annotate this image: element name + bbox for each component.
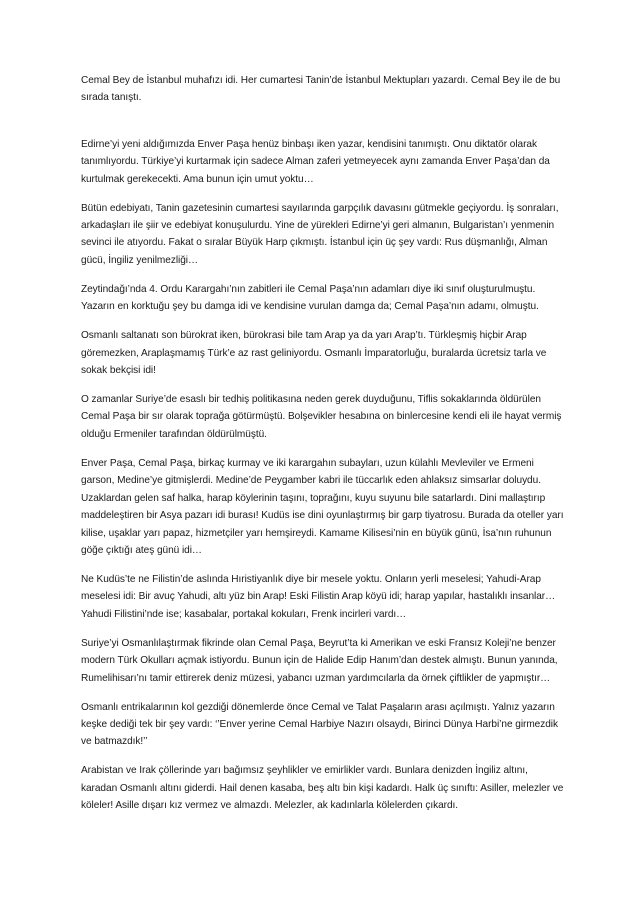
paragraph: Ne Kudüs’te ne Filistin’de aslında Hıristiyanlık diye bir mesele yoktu. Onların yerli meselesi; Yahudi-Arap meselesi idi: Bir avuç Yahudi, altı yüz bin Arap! Eski Filistin Arap köyü idi; harap yapılar, hastalıklı insanlar… Yahudi Filistini’nde ise; kasabalar, portakal kokuları, Frenk incirleri vardı… — [81, 573, 556, 620]
paragraph: O zamanlar Suriye’de esaslı bir tedhiş politikasına neden gerek duyduğunu, Tiflis sokaklarında öldürülen Cemal Paşa bir sır olarak toprağa götürmüştü. Bolşevikler hesabına on binlercesine kendi eli ile hayat vermiş olduğu Ermeniler tarafından öldürülmüştü. — [81, 394, 562, 440]
paragraph: Bütün edebiyatı, Tanin gazetesinin cumartesi sayılarında garpçılık davasını gütmekle geçiyordu. İş sonraları, arkadaşları ile şiir ve edebiyat konuşulurdu. Yine de yürekleri Edirne’yi geri almanın, Bulgaristan’ı yenmenin sevinci ile atıyordu. Fakat o sıralar Büyük Harp çıkmıştı. İstanbul için üç şey vardı: Rus düşmanlığı, Alman gücü, İngiliz yenilmezliği… — [81, 202, 559, 266]
paragraph: Cemal Bey de İstanbul muhafızı idi. Her cumartesi Tanin’de İstanbul Mektupları yazardı. Cemal Bey ile de bu sırada tanıştı. — [81, 75, 561, 104]
paragraph: Edirne’yi yeni aldığımızda Enver Paşa henüz binbaşı iken yazar, kendisini tanımıştı. Onu diktatör olarak tanımlıyordu. Türkiye’yi kurtarmak için sadece Alman zaferi yetmeyecek aynı zamanda Enver Paşa’dan da kurtulmak gerekecekti. Ama bunun için umut yoktu… — [81, 138, 550, 185]
paragraph: Enver Paşa, Cemal Paşa, birkaç kurmay ve iki karargahın subayları, uzun külahlı Mevleviler ve Ermeni garson, Medine’ye gitmişlerdi. Medine’de Peygamber kabri ile tüccarlık eden ahlaksız simsarlar doluydu. Uzaklardan gelen saf halka, harap köylerinin taşını, toprağını, kuyu suyunu bile satarlardı. Dini mallaştırıp maddeleştiren bir Asya pazarı idi burası! Kudüs ise dini oyunlaştırmış bir garp tiyatrosu. Burada da oteller yarı kilise, uşaklar yarı papaz, hizmetçiler yarı hemşireydi. Kamame Kilisesi’nin en büyük günü, İsa’nın ruhunun göğe çıktığı ateş günü idi… — [81, 457, 564, 556]
document-page — [81, 72, 565, 826]
paragraph: Suriye’yi Osmanlılaştırmak fikrinde olan Cemal Paşa, Beyrut’ta ki Amerikan ve eski Fransız Koleji’ne benzer modern Türk Okulları açmak istiyordu. Bunun için de Halide Edip Hanım’dan destek almıştı. Bunun yanında, Rumelihisarı’nı tamir ettirerek deniz müzesi, yabancı uzman yardımcılarla da örnek çiftlikler de yapmıştır… — [81, 637, 558, 684]
paragraph: Osmanlı saltanatı son bürokrat iken, bürokrasi bile tam Arap ya da yarı Arap’tı. Türkleşmiş hiçbir Arap göremezken, Araplaşmamış Türk’e az rast geliniyordu. Osmanlı İmparatorluğu, buralarda ücretsiz tarla ve sokak bekçisi idi! — [81, 330, 547, 377]
paragraph: Arabistan ve Irak çöllerinde yarı bağımsız şeyhlikler ve emirlikler vardı. Bunlara denizden İngiliz altını, karadan Osmanlı altını giderdi. Hail denen kasaba, beş altı bin kişi kadardı. Halk üç sınıftı: Asiller, melezler ve köleler! Asille dışarı kız vermez ve almazdı. Melezler, ak kadınlarla kölelerden çıkardı. — [81, 765, 564, 812]
paragraph: Zeytindağı’nda 4. Ordu Karargahı’nın zabitleri ile Cemal Paşa’nın adamları diye iki sınıf oluşturulmuştu. Yazarın en korktuğu şey bu damga idi ve kendisine vurulan damga da; Cemal Paşa’nın adamı, olmuştu. — [81, 283, 539, 313]
paragraph: Osmanlı entrikalarının kol gezdiği dönemlerde önce Cemal ve Talat Paşaların arası açılmıştı. Yalnız yazarın keşke dediği tek bir şey vardı: ‘’Enver yerine Cemal Harbiye Nazırı olsaydı, Birinci Dünya Harbi’ne girmezdik ve batmazdık!’’ — [81, 701, 558, 748]
